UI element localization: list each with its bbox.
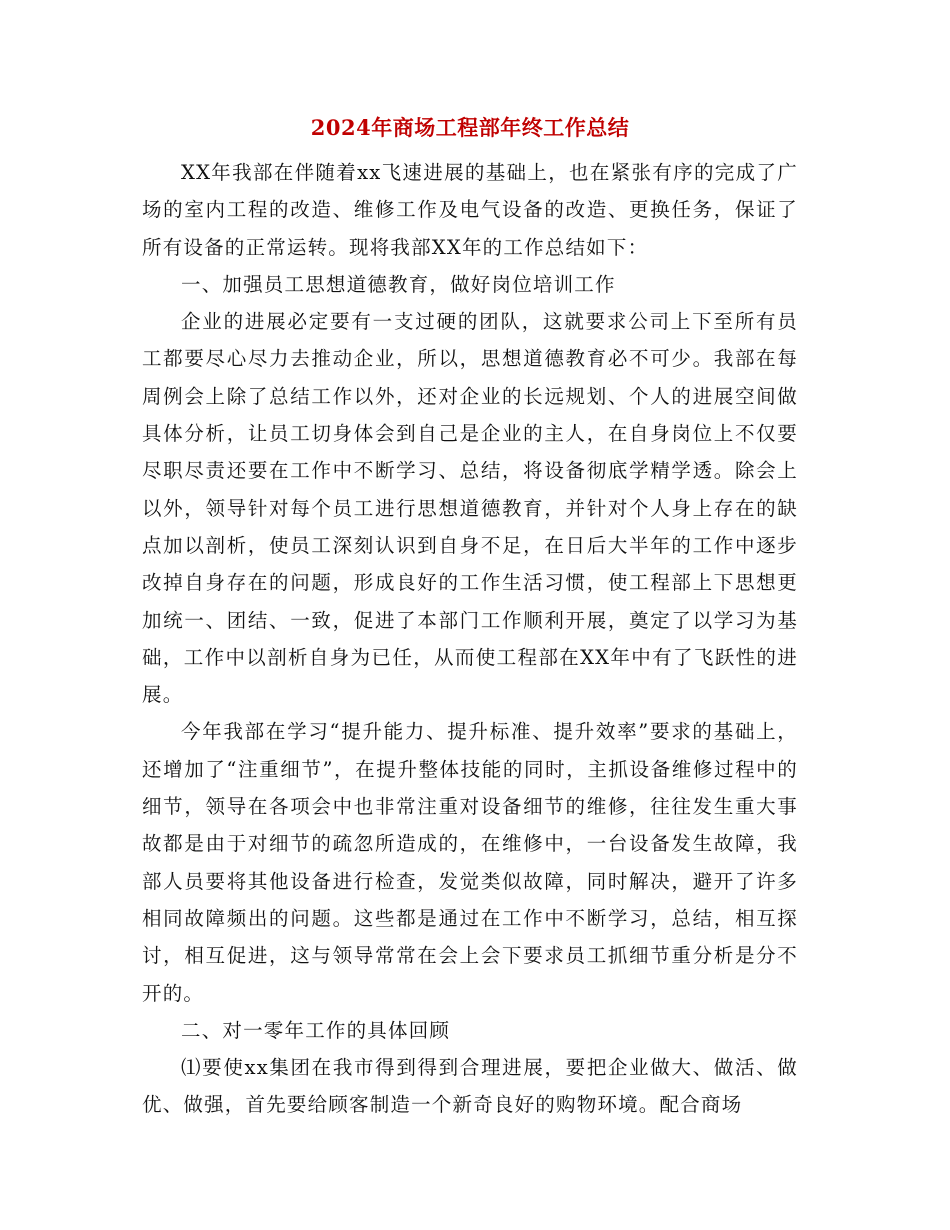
document-title: 2024年商场工程部年终工作总结 [310, 115, 630, 140]
paragraph-attention-to-detail: 今年我部在学习“提升能力、提升标准、提升效率”要求的基础上，还增加了“注重细节”，在提升整体技能的同时，主抓设备维修过程中的细节，领导在各项会中也非常注重对设备细节的维修，往往发生重大事故都是由于对细节的疏忽所造成的，在维修中，一台设备发生故障，我部人员要将其他设备进行检查，发觉类似故障，同时解决，避开了许多相同故障频出的问题。这些都是通过在工作中不断学习，总结，相互探讨，相互促进，这与领导常常在会上会下要求员工抓细节重分析是分不开的。 [142, 720, 798, 1005]
paragraph-review-item-1: ⑴要使xx集团在我市得到得到合理进展，要把企业做大、做活、做优、做强，首先要给顾客制造一个新奇良好的购物环境。配合商场 [142, 1056, 798, 1117]
paragraph-intro: XX年我部在伴随着xx飞速进展的基础上，也在紧张有序的完成了广场的室内工程的改造、维修工作及电气设备的改造、更换任务，保证了所有设备的正常运转。现将我部XX年的工作总结如下： [142, 161, 798, 259]
section-heading-1: 一、加强员工思想道德教育，做好岗位培训工作 [181, 272, 616, 296]
section-heading-2: 二、对一零年工作的具体回顾 [181, 1018, 451, 1042]
paragraph-team-education: 企业的进展必定要有一支过硬的团队，这就要求公司上下至所有员工都要尽心尽力去推动企业，所以，思想道德教育必不可少。我部在每周例会上除了总结工作以外，还对企业的长远规划、个人的进展空间做具体分析，让员工切身体会到自己是企业的主人，在自身岗位上不仅要尽职尽责还要在工作中不断学习、总结，将设备彻底学精学透。除会上以外，领导针对每个员工进行思想道德教育，并针对个人身上存在的缺点加以剖析，使员工深刻认识到自身不足，在日后大半年的工作中逐步改掉自身存在的问题，形成良好的工作生活习惯，使工程部上下思想更加统一、团结、一致，促进了本部门工作顺利开展，奠定了以学习为基础，工作中以剖析自身为已任，从而使工程部在XX年中有了飞跃性的进展。 [142, 310, 798, 707]
document-page [142, 108, 798, 1124]
